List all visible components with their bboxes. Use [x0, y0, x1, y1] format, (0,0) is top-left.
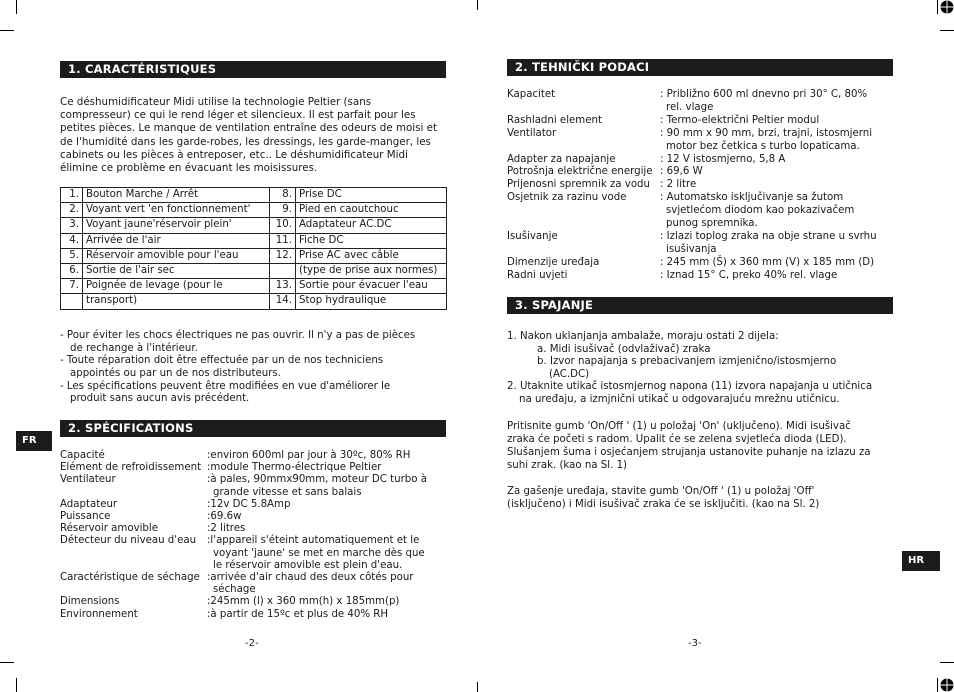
crop-mark: [940, 30, 954, 31]
spec-value: :à pales, 90mmx90mm, moteur DC turbo à: [207, 474, 427, 486]
feature-number: [61, 294, 83, 309]
spec-label: Dimensions: [60, 596, 120, 608]
feature-number: 8.: [270, 188, 296, 203]
spec-value: : Termo-električni Peltier modul: [660, 114, 820, 126]
warning-line: - Les spécifications peuvent être modifiées en vue d'améliorer le: [60, 380, 391, 392]
feature-number: 12.: [270, 248, 296, 263]
crop-mark: [0, 30, 14, 31]
feature-row: [61, 248, 447, 263]
spec-label: Puissance: [60, 511, 111, 522]
paragraph-line: Pritisnite gumb 'On/Off ' (1) u položaj 'On' (uključeno). Midi isušivač: [507, 421, 851, 432]
spec-value: : 69,6 W: [660, 166, 703, 178]
intro-line: élimine ce problème en évacuant les moisissures.: [60, 162, 318, 174]
feature-label: Poignée de levage (pour le: [83, 279, 270, 294]
spec-value: :12v DC 5.8Amp: [207, 498, 291, 510]
paragraph-line: Slušanjem šuma i osjećanjem strujanja ustanovite puhanje na izlazu za: [507, 447, 871, 458]
spec-value: :à partir de 15ºc et plus de 40% RH: [207, 608, 389, 620]
crop-mark: [477, 0, 478, 10]
spec-label: Adapter za napajanje: [507, 153, 616, 165]
spec-label: Isušivanje: [507, 230, 558, 242]
spec-value: le réservoir amovible est plein d'eau.: [213, 559, 403, 571]
spec-value: :module Thermo-électrique Peltier: [207, 462, 382, 474]
feature-number: 14.: [270, 294, 296, 309]
feature-label: transport): [83, 294, 270, 309]
feature-row: [61, 188, 447, 203]
spec-value: isušivanja: [666, 243, 717, 255]
section-title: 1. CARACTÉRISTIQUES: [60, 61, 446, 78]
spec-value: séchage: [213, 584, 256, 596]
feature-row: [61, 218, 447, 233]
crop-mark: [937, 0, 938, 14]
spec-value: grande vitesse et sans balais: [213, 486, 362, 498]
feature-label: Arrivée de l'air: [83, 233, 270, 248]
language-tab-fr: FR: [16, 431, 52, 451]
spec-value: :69.6w: [207, 511, 242, 522]
feature-row: [61, 203, 447, 218]
connection-step: 1. Nakon uklanjanja ambalaže, moraju ostati 2 dijela:: [507, 331, 779, 342]
spec-label: Radni uvjeti: [507, 269, 568, 281]
spec-value: : 2 litre: [660, 179, 697, 191]
warning-line: produit sans aucun avis précédent.: [70, 393, 250, 405]
feature-label: Sortie pour évacuer l'eau: [296, 279, 447, 294]
spec-label: Dimenzije uređaja: [507, 256, 600, 268]
spec-label: Prijenosni spremnik za vodu: [507, 179, 650, 191]
spec-value: :environ 600ml par jour à 30ºc, 80% RH: [207, 450, 411, 461]
spec-label: Réservoir amovible: [60, 523, 158, 535]
spec-value: punog spremnika.: [666, 218, 758, 229]
feature-row: [61, 233, 447, 248]
spec-label: Elément de refroidissement: [60, 462, 202, 474]
warning-line: de rechange à l'intérieur.: [70, 342, 198, 354]
intro-line: petites pièces. Le manque de ventilation entraîne des odeurs de moisi et: [60, 122, 438, 135]
warning-line: appointés ou par un de nos distributeurs.: [70, 368, 281, 379]
feature-row: [61, 294, 447, 309]
feature-label: Réservoir amovible pour l'eau: [83, 248, 270, 263]
spec-value: : 12 V istosmjerno, 5,8 A: [660, 153, 786, 165]
connection-step: b. Izvor napajanja s prebacivanjem izmjenično/istosmjerno: [537, 356, 837, 368]
spec-value: rel. vlage: [666, 101, 714, 113]
spec-label: Détecteur du niveau d'eau: [60, 535, 197, 547]
crop-mark: [16, 0, 17, 14]
spec-value: :2 litres: [207, 523, 246, 535]
page-number: -2-: [245, 638, 259, 649]
feature-number: 13.: [270, 279, 296, 294]
feature-number: 3.: [61, 218, 83, 233]
crop-mark: [937, 678, 938, 692]
spec-value: : Izlazi toplog zraka na obje strane u svrhu: [660, 230, 877, 242]
feature-number: 9.: [270, 203, 296, 218]
feature-number: 2.: [61, 203, 83, 218]
feature-number: 7.: [61, 279, 83, 294]
spec-value: :245mm (l) x 360 mm(h) x 185mm(p): [207, 596, 400, 608]
spec-label: Potrošnja električne energije: [507, 166, 653, 178]
spec-label: Ventilateur: [60, 474, 116, 486]
registration-target-icon: [939, 0, 954, 15]
feature-label: Prise DC: [296, 188, 447, 203]
spec-label: Ventilator: [507, 127, 557, 139]
feature-number: 10.: [270, 218, 296, 233]
connection-step: (AC.DC): [549, 368, 590, 380]
intro-line: compresseur) ce qui le rend léger et silencieux. Il est parfait pour les: [60, 109, 416, 122]
paragraph-line: zraka će početi s radom. Upalit će se zelena svjetleća dioda (LED).: [507, 434, 847, 445]
feature-label: Voyant vert 'en fonctionnement': [83, 203, 270, 218]
spec-label: Rashladni element: [507, 114, 602, 126]
language-tab-hr: HR: [902, 551, 940, 571]
crop-mark: [940, 662, 954, 663]
section-title: 3. SPAJANJE: [507, 297, 893, 314]
feature-number: 1.: [61, 188, 83, 203]
spec-value: svjetlećom diodom kao pokazivačem: [666, 205, 855, 217]
crop-mark: [16, 678, 17, 692]
feature-label: Adaptateur AC.DC: [296, 218, 447, 233]
feature-number: 6.: [61, 263, 83, 278]
paragraph-line: Za gašenje uređaja, stavite gumb 'On/Off ' (1) u položaj 'Off': [507, 486, 815, 497]
section-title: 2. TEHNIČKI PODACI: [507, 59, 893, 76]
feature-label: Sortie de l'air sec: [83, 263, 270, 278]
feature-label: Bouton Marche / Arrêt: [83, 188, 270, 203]
spec-label: Osjetnik za razinu vode: [507, 192, 627, 204]
feature-label: Stop hydraulique: [296, 294, 447, 309]
feature-label: Fiche DC: [296, 233, 447, 248]
features-table: [60, 187, 447, 310]
spec-value: : Približno 600 ml dnevno pri 30° C, 80%: [660, 89, 868, 100]
feature-number: 4.: [61, 233, 83, 248]
warning-line: - Pour éviter les chocs électriques ne pas ouvrir. Il n'y a pas de pièces: [60, 330, 416, 341]
feature-label: (type de prise aux normes): [296, 263, 447, 278]
feature-number: 5.: [61, 248, 83, 263]
spec-value: : Iznad 15° C, preko 40% rel. vlage: [660, 269, 838, 281]
feature-row: [61, 263, 447, 278]
crop-mark: [477, 682, 478, 692]
spec-label: Caractéristique de séchage: [60, 572, 200, 583]
feature-number: [270, 263, 296, 278]
feature-label: Prise AC avec câble: [296, 248, 447, 263]
section-title: 2. SPÉCIFICATIONS: [60, 420, 446, 437]
spec-value: :arrivée d'air chaud des deux côtés pour: [207, 572, 414, 583]
feature-number: 11.: [270, 233, 296, 248]
feature-row: [61, 279, 447, 294]
feature-label: Voyant jaune'réservoir plein': [83, 218, 270, 233]
paragraph-line: (isključeno) i Midi isušivač zraka će se isključiti. (kao na Sl. 2): [507, 499, 820, 510]
spec-value: : 245 mm (Š) x 360 mm (V) x 185 mm (D): [660, 256, 875, 268]
spec-value: voyant 'jaune' se met en marche dès que: [213, 547, 425, 559]
crop-mark: [0, 662, 14, 663]
page-number: -3-: [688, 638, 702, 649]
spec-value: : 90 mm x 90 mm, brzi, trajni, istosmjerni: [660, 127, 873, 139]
connection-step: 2. Utaknite utikač istosmjernog napona (11) izvora napajanja u utičnica: [507, 381, 873, 393]
intro-line: Ce déshumidificateur Midi utilise la technologie Peltier (sans: [60, 96, 372, 108]
paragraph-line: suhi zrak. (kao na Sl. 1): [507, 460, 628, 471]
connection-step: na uređaju, a izmjnični utikač u odgovarajuću mrežnu utičnicu.: [519, 394, 840, 405]
spec-value: motor bez četkica s turbo lopaticama.: [666, 140, 860, 152]
spec-label: Capacité: [60, 450, 105, 461]
spec-value: : Automatsko isključivanje sa žutom: [660, 192, 844, 204]
registration-target-icon: [939, 678, 954, 692]
spec-label: Kapacitet: [507, 89, 556, 100]
spec-label: Adaptateur: [60, 498, 118, 510]
intro-line: cabinets ou les pièces à entreposer, etc.. Le déshumidificateur Midi: [60, 148, 408, 161]
connection-step: a. Midi isušivač (odvlaživač) zraka: [537, 343, 711, 355]
spec-value: :l'appareil s'éteint automatiquement et le: [207, 535, 420, 547]
intro-line: de l'humidité dans les garde-robes, les dressings, les garde-manger, les: [60, 135, 431, 148]
warning-line: - Toute réparation doit être effectuée par un de nos techniciens: [60, 355, 384, 367]
feature-label: Pied en caoutchouc: [296, 203, 447, 218]
spec-label: Environnement: [60, 608, 138, 620]
